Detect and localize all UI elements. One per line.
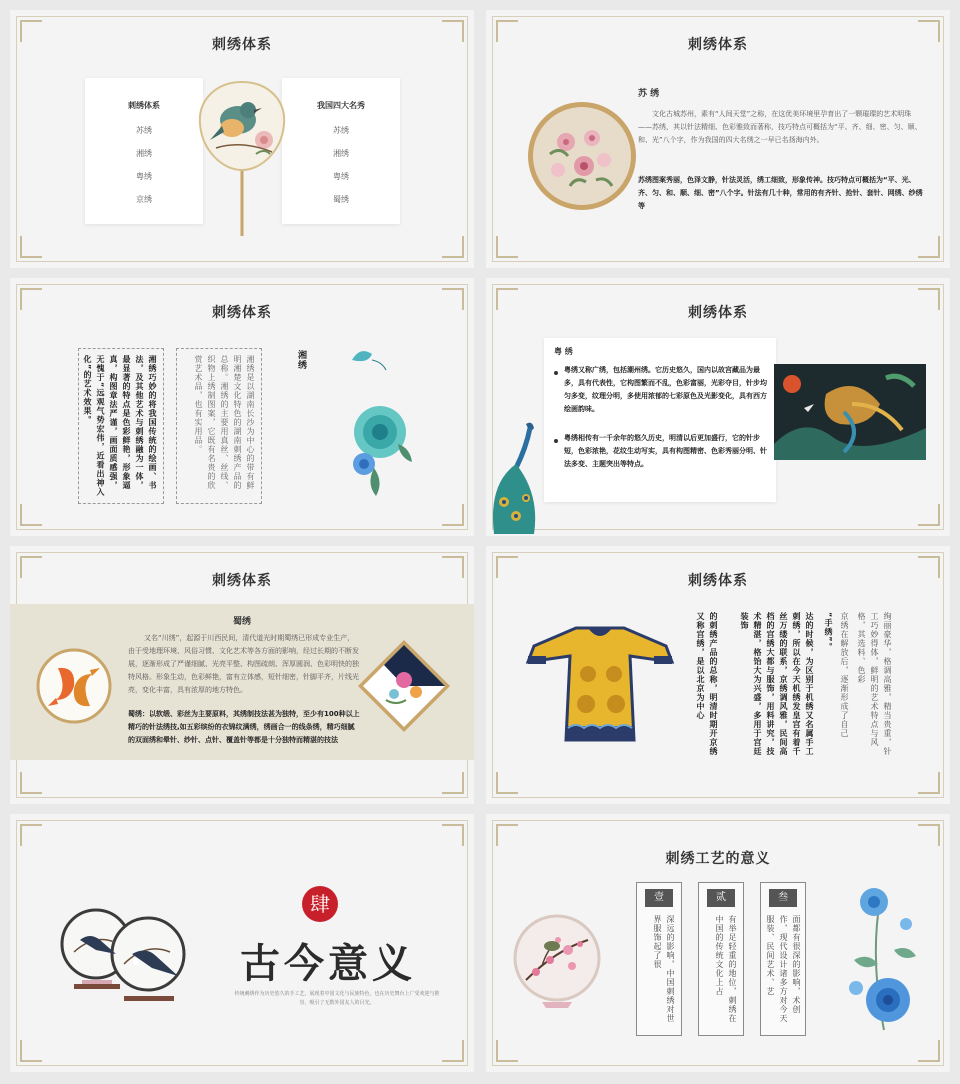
frame-corner	[20, 824, 42, 846]
list-item: 京绣	[136, 195, 152, 204]
plum-blossom-hoop	[512, 910, 602, 1010]
vertical-text-box: 湘绣巧妙的将我国传统的绘画、书法，及其他艺术与刺绣融为一体，最显著的特点是色彩鲜艳，形象逼真，构图章法严谨，画面质感强，无愧于“远观气势宏伟，近看出神入化”的艺术效果。	[78, 348, 164, 504]
imperial-robe-illustration	[526, 622, 674, 746]
list-item: 蜀绣	[333, 195, 349, 204]
peacock-illustration	[486, 418, 546, 536]
vertical-column: “手绣”。	[824, 612, 833, 652]
frame-corner	[918, 824, 940, 846]
meaning-card	[636, 882, 682, 1036]
frame-corner	[442, 824, 464, 846]
list-item: 苏绣	[136, 126, 152, 135]
vertical-column: 京绣在解放后，逐渐形成了自己	[840, 612, 849, 738]
peony-illustration	[338, 340, 418, 500]
slide-1[interactable]	[10, 10, 474, 268]
frame-corner	[20, 236, 42, 258]
frame-corner	[442, 504, 464, 526]
vertical-column: 达的时候，为区别于机绣又名属手工刺绣，所以在今天机绣发皇宫有着千丝万缕的联系，京绣调风雅，民间高档的宫绣大都与服饰，用料讲究，技术精湛，格饴大为兴盛，多用于宫廷装饰	[740, 612, 814, 756]
bullet-text: 粤绣又称广绣，包括潮州绣。它历史悠久，国内以故宫藏品为最多，具有代表性，它构图繁而不乱，色彩富丽，光彩夺目，针步均匀多变，纹理分明，多使用浓郁的七彩原色及光影变化，具有西方绘画韵味。	[564, 366, 767, 413]
frame-corner	[20, 772, 42, 794]
chapter-badge	[302, 886, 338, 922]
card-number: 贰	[707, 889, 735, 907]
section-label: 湘绣	[296, 350, 306, 370]
frame-corner	[20, 1040, 42, 1062]
slide-title: 刺绣体系	[688, 305, 748, 321]
list-item: 苏绣	[333, 126, 349, 135]
diamond-embroidery-panel	[356, 638, 452, 734]
frame-corner	[496, 1040, 518, 1062]
card-text: 面都有很深的影响，术创作，现代设计诸多方对今天服装、民间艺术、艺	[766, 915, 801, 1023]
card-text: 深远的影响，中国刺绣对世界服饰起了很	[653, 915, 675, 1023]
paragraph-bold: 蜀绣：以软缎、彩丝为主要原料，其绣制技法甚为独特，至少有100种以上精巧的针法绣技,如五彩缤纷的衣锦纹满绣，绣画合一的线条绣，精巧细腻的双面绣和晕针、纱针、点针、覆盖针等都是十分独特而精湛的技法	[128, 710, 360, 744]
caption: 传统刺绣作为历史悠久的手工艺，展现着中国文化与民族特色，也在历史舞台上广受欢迎与推崇，吸引了无数外国友人的目光。	[234, 991, 440, 1006]
blue-flower-illustration	[834, 880, 926, 1040]
slide-title: 刺绣体系	[212, 305, 272, 321]
meaning-card	[760, 882, 806, 1036]
bullet-dot	[554, 439, 558, 443]
section-heading: 粤 绣	[554, 347, 573, 356]
section-heading: 苏 绣	[638, 89, 660, 99]
section-title: 古今意义	[240, 941, 416, 987]
frame-corner	[496, 236, 518, 258]
embroidery-hoop-flowers	[526, 100, 638, 212]
vertical-column: 的刺绣产品的总称，明清时期开京绣又称宫绣，是以北京为中心	[696, 612, 718, 756]
bullet-dot	[554, 371, 558, 375]
panel-heading: 刺绣体系	[128, 101, 160, 110]
slide-title: 刺绣工艺的意义	[665, 851, 771, 867]
vertical-text-box: 湘绣是以湖南长沙为中心的带有鲜明湘楚文化特色的湖南刺绣产品的总称。湘绣的主要用真丝、丝线、织物上绣制图案，它既有名贵的欣赏艺术品，也有实用品。	[176, 348, 262, 504]
phoenix-embroidery-image	[774, 364, 926, 460]
frame-corner	[918, 504, 940, 526]
frame-corner	[918, 772, 940, 794]
frame-corner	[442, 1040, 464, 1062]
badge-char: 肆	[310, 892, 330, 916]
card-number: 壹	[645, 889, 673, 907]
slide-title: 刺绣体系	[688, 37, 748, 53]
section-heading: 蜀绣	[232, 617, 251, 627]
frame-corner	[496, 824, 518, 846]
slide-title: 刺绣体系	[688, 573, 748, 589]
bullet-text: 粤绣相传有一千余年的悠久历史，明清以后更加盛行，它的针步短，色彩浓艳，花纹生动写实，具有构图精密、色彩秀丽分明、针法多变、主题突出等特点。	[564, 434, 767, 468]
card-number: 叁	[769, 889, 797, 907]
frame-corner	[918, 1040, 940, 1062]
slide-6[interactable]	[486, 546, 950, 804]
card-text: 有举足轻重的地位，刺绣在中国的传统文化上占	[715, 915, 737, 1023]
frame-corner	[20, 504, 42, 526]
bird-fan-illustration	[196, 78, 288, 238]
frame-corner	[442, 772, 464, 794]
panel-heading: 我国四大名秀	[317, 101, 365, 110]
list-item: 粤绣	[136, 172, 152, 181]
magpie-hoops-illustration	[54, 904, 194, 1014]
frame-corner	[442, 236, 464, 258]
list-item: 湘绣	[333, 149, 349, 158]
slide-title: 刺绣体系	[212, 573, 272, 589]
vertical-column: 绚丽豪华，格调高雅，精当贵重，针工巧妙得体，鲜明的艺术特点与风格，其选料、色彩	[857, 612, 892, 756]
koi-fish-hoop	[36, 648, 112, 724]
frame-corner	[918, 236, 940, 258]
slide-5[interactable]	[10, 546, 474, 804]
list-item: 湘绣	[136, 149, 152, 158]
paragraph-bold: 苏绣图案秀丽，色泽文静，针法灵活，绣工细致，形象传神。技巧特点可概括为“平、光、齐、匀、和、顺、细、密”八个字。针法有几十种，常用的有齐针、抢针、套针、网绣、纱绣等	[638, 176, 923, 210]
right-panel	[282, 78, 400, 224]
paragraph: 又名“川绣”，起源于川西民间，清代道光时期蜀绣已形成专业生产，由于受地理环境、风俗习惯、文化艺术等各方面的影响，经过长期的不断发展，逐渐形成了严谨细腻、光亮平整、构图疏朗、浑厚圆润、色彩明快的独特风格。形象生动，色彩鲜艳，富有立体感，短针细密，针脚平齐，片线光亮，变化丰富，具有浓厚的地方特色。	[128, 634, 359, 694]
slide-3[interactable]	[10, 278, 474, 536]
slide-8[interactable]	[486, 814, 950, 1072]
left-panel	[85, 78, 203, 224]
slide-4[interactable]	[486, 278, 950, 536]
content-card	[544, 338, 776, 502]
slide-title: 刺绣体系	[212, 37, 272, 53]
frame-corner	[496, 772, 518, 794]
meaning-card	[698, 882, 744, 1036]
list-item: 粤绣	[333, 172, 349, 181]
slide-7[interactable]	[10, 814, 474, 1072]
paragraph: 文化古城苏州，素有“人间天堂”之称，在这优美环境里孕育出了一颗璀璨的艺术明珠——苏绣，其以针法精细、色彩雅致而著称，技巧特点可概括为“平、齐、细、密、匀、顺、和、光”八个字，作为我国的四大名绣之一早已名扬海内外。	[638, 110, 922, 144]
slide-2[interactable]	[486, 10, 950, 268]
